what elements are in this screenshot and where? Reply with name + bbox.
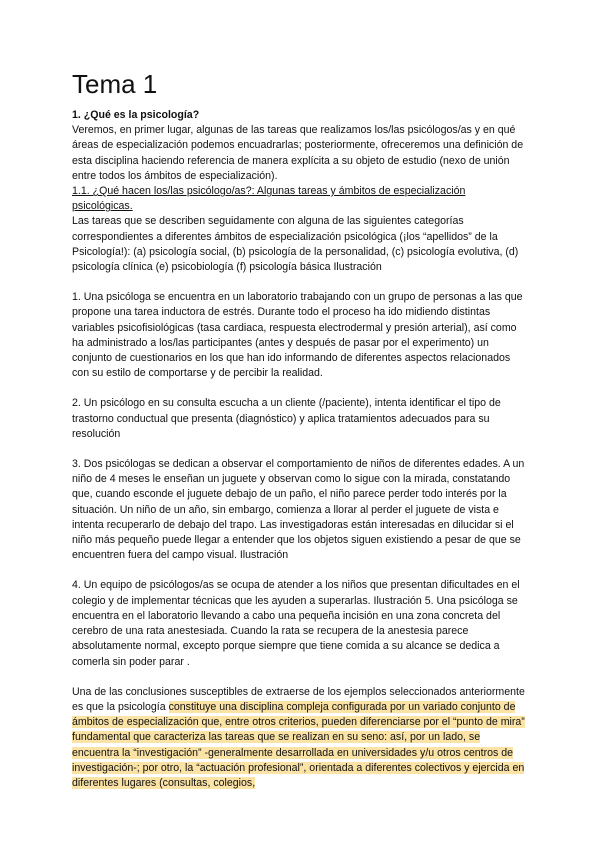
highlighted-text[interactable]: constituye una disciplina compleja configurada por un variado conjunto de ámbitos de especialización que, entre otros criterios, pueden diferenciarse por el “punto de mira” fundamental que caracteriza las tareas que se realizan en su seno: así, por un lado, se encuentra la “investigación” -generalmente desarrollada en universidades y/u otros centros de investigación-; por otro, la “actuación profesional”, orientada a diferentes colectivos y ejercida en diferentes lugares (consultas, colegios, [72,700,525,789]
task-item-2: 2. Un psicólogo en su consulta escucha a un cliente (/paciente), intenta identificar el tipo de trastorno conductual que presenta (diagnóstico) y aplica tratamientos adecuados para su resolución [72,397,501,440]
task-item-3: 3. Dos psicólogas se dedican a observar el comportamiento de niños de diferentes edades. A un niño de 4 meses le enseñan un juguete y observan como lo sigue con la mirada, constatando que, cuando esconde el juguete debajo de un paño, el niño parece perder todo interés por la situación. Un niño de un año, sin embargo, comienza a llorar al perder el juguete de vista e intenta recuperarlo de debajo del trapo. Las investigadoras están interesadas en dilucidar si el niño más pequeño puede llegar a entender que los objetos siguen existiendo a pesar de que se encuentren fuera del campo visual. Ilustración [72,458,525,562]
document-page [72,68,528,791]
spacer [72,563,528,578]
section-heading: 1. ¿Qué es la psicología? [72,109,200,121]
spacer [72,670,528,685]
spacer [72,381,528,396]
intro-paragraph: Veremos, en primer lugar, algunas de las tareas que realizamos los/las psicólogos/as y en qué áreas de especialización podemos encuadrarlas; posteriormente, ofreceremos una definición de esta disciplina haciendo referencia de manera explícita a su objeto de estudio (nexo de unión entre todos los ámbitos de especialización). [72,124,524,182]
spacer [72,442,528,457]
conclusion-text: Una de las conclusiones susceptibles de extraerse de los ejemplos seleccionados anteriormente es que la psicología [72,685,525,713]
categories-paragraph: Las tareas que se describen seguidamente con alguna de las siguientes categorías correspondientes a diferentes ámbitos de especialización psicológica (¡los “apellidos” de la Psicología!): (a) psicología social, (b) psicología de la personalidad, (c) psicología evolutiva, (d) psicología clínica (e) psicobiología (f) psicología básica Ilustración [72,215,519,274]
subsection-heading: 1.1. ¿Qué hacen los/las psicólogo/as?: Algunas tareas y ámbitos de especialización psicológicas. [72,185,466,213]
spacer [72,275,528,290]
page-title: Tema 1 [72,69,158,99]
task-item-1: 1. Una psicóloga se encuentra en un laboratorio trabajando con un grupo de personas a las que propone una tarea inductora de estrés. Durante todo el proceso ha ido midiendo distintas variables psicofisiológicas (tasa cardiaca, respuesta electrodermal y presión arterial), así como ha administrado a los/las participantes (antes y después de pasar por el experimento) un conjunto de cuestionarios en los que han ido informando de diferentes aspectos relacionados con su estilo de comportarse y de percibir la realidad. [72,291,523,380]
task-item-4: 4. Un equipo de psicólogos/as se ocupa de atender a los niños que presentan dificultades en el colegio y de implementar técnicas que les ayuden a superarlas. Ilustración 5. Una psicóloga se encuentra en el laboratorio llevando a cabo una pequeña incisión en una zona concreta del cerebro de una rata anestesiada. Cuando la rata se recupera de la anestesia parece absolutamente normal, excepto porque siempre que tiene comida a su alcance se dedica a comerla sin poder parar . [72,579,520,668]
conclusion-paragraph [72,685,528,791]
